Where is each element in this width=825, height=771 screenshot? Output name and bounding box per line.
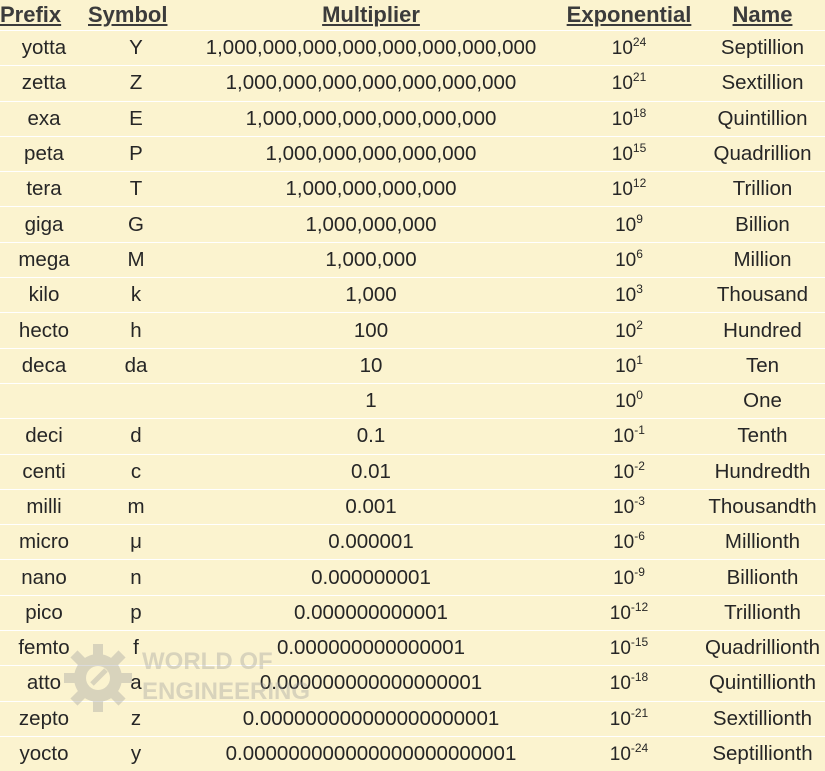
- table-row: [0, 666, 825, 701]
- table-row: [0, 383, 825, 418]
- exponential-cell: [558, 419, 700, 454]
- prefix-cell: yotta: [0, 31, 88, 66]
- symbol-cell: h: [88, 313, 184, 348]
- symbol-cell: Y: [88, 31, 184, 66]
- multiplier-cell: 1,000,000,000,000,000,000,000: [184, 66, 558, 101]
- exponential-cell: [558, 631, 700, 666]
- symbol-cell: c: [88, 454, 184, 489]
- multiplier-cell: 1,000,000,000,000,000,000,000,000: [184, 31, 558, 66]
- table-row: [0, 313, 825, 348]
- name-cell: Quadrillion: [700, 136, 825, 171]
- prefix-cell: [0, 383, 88, 418]
- multiplier-cell: 0.000000000000000001: [184, 666, 558, 701]
- exponential-cell: [558, 66, 700, 101]
- prefix-cell: atto: [0, 666, 88, 701]
- exponent-base: 10: [615, 391, 636, 412]
- name-cell: Quintillionth: [700, 666, 825, 701]
- table-row: [0, 701, 825, 736]
- exponent-power: 9: [636, 212, 643, 226]
- exponent-base: 10: [613, 426, 634, 447]
- symbol-cell: k: [88, 278, 184, 313]
- name-cell: Hundred: [700, 313, 825, 348]
- table-row: [0, 207, 825, 242]
- symbol-cell: M: [88, 242, 184, 277]
- symbol-cell: da: [88, 348, 184, 383]
- exponent-power: 3: [636, 282, 643, 296]
- header-symbol: Symbol: [88, 0, 184, 31]
- exponent-base: 10: [615, 356, 636, 377]
- table-row: [0, 736, 825, 771]
- exponent-base: 10: [615, 321, 636, 342]
- exponent-base: 10: [615, 250, 636, 271]
- name-cell: Quintillion: [700, 101, 825, 136]
- name-cell: Thousandth: [700, 489, 825, 524]
- symbol-cell: f: [88, 631, 184, 666]
- prefix-cell: mega: [0, 242, 88, 277]
- name-cell: Trillion: [700, 172, 825, 207]
- multiplier-cell: 1,000,000,000: [184, 207, 558, 242]
- symbol-cell: Z: [88, 66, 184, 101]
- exponent-base: 10: [615, 215, 636, 236]
- multiplier-cell: 1,000,000,000,000: [184, 172, 558, 207]
- symbol-cell: E: [88, 101, 184, 136]
- exponential-cell: [558, 348, 700, 383]
- table-row: [0, 101, 825, 136]
- exponent-power: 21: [633, 71, 646, 85]
- prefix-cell: centi: [0, 454, 88, 489]
- exponent-base: 10: [610, 673, 631, 694]
- exponent-base: 10: [612, 144, 633, 165]
- name-cell: Septillionth: [700, 736, 825, 771]
- exponent-power: -1: [634, 424, 645, 438]
- table-row: [0, 525, 825, 560]
- prefix-cell: femto: [0, 631, 88, 666]
- table-row: [0, 348, 825, 383]
- table-row: [0, 278, 825, 313]
- multiplier-cell: 0.000000000000001: [184, 631, 558, 666]
- multiplier-cell: 0.001: [184, 489, 558, 524]
- table-row: [0, 242, 825, 277]
- exponent-power: 18: [633, 106, 646, 120]
- exponential-cell: [558, 525, 700, 560]
- exponent-power: -24: [631, 741, 648, 755]
- exponential-cell: [558, 736, 700, 771]
- header-name: Name: [700, 0, 825, 31]
- multiplier-cell: 10: [184, 348, 558, 383]
- exponent-base: 10: [610, 709, 631, 730]
- exponent-power: -6: [634, 529, 645, 543]
- prefix-cell: zepto: [0, 701, 88, 736]
- symbol-cell: p: [88, 595, 184, 630]
- symbol-cell: m: [88, 489, 184, 524]
- exponential-cell: [558, 313, 700, 348]
- exponent-power: 1: [636, 353, 643, 367]
- name-cell: Billion: [700, 207, 825, 242]
- exponent-power: -15: [631, 635, 648, 649]
- exponent-power: -18: [631, 671, 648, 685]
- table-row: [0, 489, 825, 524]
- exponent-power: 0: [636, 388, 643, 402]
- prefix-cell: nano: [0, 560, 88, 595]
- exponent-base: 10: [612, 73, 633, 94]
- multiplier-cell: 0.000000000001: [184, 595, 558, 630]
- prefix-cell: giga: [0, 207, 88, 242]
- name-cell: Septillion: [700, 31, 825, 66]
- multiplier-cell: 1,000,000,000,000,000: [184, 136, 558, 171]
- symbol-cell: T: [88, 172, 184, 207]
- symbol-cell: G: [88, 207, 184, 242]
- header-exponential: Exponential: [558, 0, 700, 31]
- table-row: [0, 419, 825, 454]
- exponential-cell: [558, 666, 700, 701]
- table-row: [0, 136, 825, 171]
- symbol-cell: z: [88, 701, 184, 736]
- table-row: [0, 560, 825, 595]
- prefix-cell: peta: [0, 136, 88, 171]
- exponent-power: 6: [636, 247, 643, 261]
- name-cell: Million: [700, 242, 825, 277]
- header-multiplier: Multiplier: [184, 0, 558, 31]
- name-cell: Hundredth: [700, 454, 825, 489]
- table-row: [0, 631, 825, 666]
- exponential-cell: [558, 278, 700, 313]
- header-row: [0, 0, 825, 31]
- exponent-base: 10: [613, 532, 634, 553]
- watermark-line2: ENGINEERING: [142, 678, 310, 706]
- prefix-cell: kilo: [0, 278, 88, 313]
- exponential-cell: [558, 242, 700, 277]
- symbol-cell: [88, 383, 184, 418]
- multiplier-cell: 1,000,000,000,000,000,000: [184, 101, 558, 136]
- multiplier-cell: 0.01: [184, 454, 558, 489]
- prefix-cell: hecto: [0, 313, 88, 348]
- name-cell: Millionth: [700, 525, 825, 560]
- prefix-cell: tera: [0, 172, 88, 207]
- symbol-cell: a: [88, 666, 184, 701]
- multiplier-cell: 0.000001: [184, 525, 558, 560]
- prefix-cell: deci: [0, 419, 88, 454]
- name-cell: Tenth: [700, 419, 825, 454]
- name-cell: Quadrillionth: [700, 631, 825, 666]
- exponential-cell: [558, 383, 700, 418]
- exponential-cell: [558, 701, 700, 736]
- symbol-cell: y: [88, 736, 184, 771]
- exponent-power: -9: [634, 565, 645, 579]
- exponential-cell: [558, 454, 700, 489]
- multiplier-cell: 0.000000001: [184, 560, 558, 595]
- exponent-base: 10: [613, 497, 634, 518]
- prefix-cell: pico: [0, 595, 88, 630]
- prefix-cell: exa: [0, 101, 88, 136]
- exponent-base: 10: [613, 568, 634, 589]
- exponent-base: 10: [610, 744, 631, 765]
- name-cell: Billionth: [700, 560, 825, 595]
- exponential-cell: [558, 489, 700, 524]
- multiplier-cell: 100: [184, 313, 558, 348]
- multiplier-cell: 0.000000000000000000000001: [184, 736, 558, 771]
- exponent-base: 10: [612, 179, 633, 200]
- exponent-base: 10: [615, 285, 636, 306]
- table-row: [0, 454, 825, 489]
- exponent-power: -21: [631, 706, 648, 720]
- watermark-line1: WORLD OF: [142, 648, 273, 676]
- table-body: [0, 31, 825, 771]
- prefix-cell: yocto: [0, 736, 88, 771]
- symbol-cell: P: [88, 136, 184, 171]
- symbol-cell: n: [88, 560, 184, 595]
- name-cell: Sextillionth: [700, 701, 825, 736]
- multiplier-cell: 1: [184, 383, 558, 418]
- exponential-cell: [558, 207, 700, 242]
- header-prefix: Prefix: [0, 0, 88, 31]
- exponent-power: 12: [633, 177, 646, 191]
- multiplier-cell: 1,000: [184, 278, 558, 313]
- exponential-cell: [558, 560, 700, 595]
- exponent-base: 10: [612, 109, 633, 130]
- multiplier-cell: 0.000000000000000000001: [184, 701, 558, 736]
- exponential-cell: [558, 101, 700, 136]
- exponent-power: 2: [636, 318, 643, 332]
- table-row: [0, 31, 825, 66]
- prefix-cell: milli: [0, 489, 88, 524]
- exponent-base: 10: [610, 603, 631, 624]
- exponential-cell: [558, 172, 700, 207]
- name-cell: Ten: [700, 348, 825, 383]
- name-cell: Thousand: [700, 278, 825, 313]
- exponent-power: -2: [634, 459, 645, 473]
- multiplier-cell: 1,000,000: [184, 242, 558, 277]
- exponent-power: 15: [633, 141, 646, 155]
- exponent-power: 24: [633, 35, 646, 49]
- exponent-base: 10: [613, 462, 634, 483]
- symbol-cell: μ: [88, 525, 184, 560]
- exponent-base: 10: [612, 38, 633, 59]
- exponent-base: 10: [610, 638, 631, 659]
- table-row: [0, 595, 825, 630]
- prefix-cell: micro: [0, 525, 88, 560]
- exponential-cell: [558, 31, 700, 66]
- symbol-cell: d: [88, 419, 184, 454]
- table-row: [0, 172, 825, 207]
- prefix-cell: zetta: [0, 66, 88, 101]
- exponent-power: -3: [634, 494, 645, 508]
- multiplier-cell: 0.1: [184, 419, 558, 454]
- prefix-cell: deca: [0, 348, 88, 383]
- name-cell: Trillionth: [700, 595, 825, 630]
- exponential-cell: [558, 595, 700, 630]
- name-cell: Sextillion: [700, 66, 825, 101]
- name-cell: One: [700, 383, 825, 418]
- exponential-cell: [558, 136, 700, 171]
- exponent-power: -12: [631, 600, 648, 614]
- table-row: [0, 66, 825, 101]
